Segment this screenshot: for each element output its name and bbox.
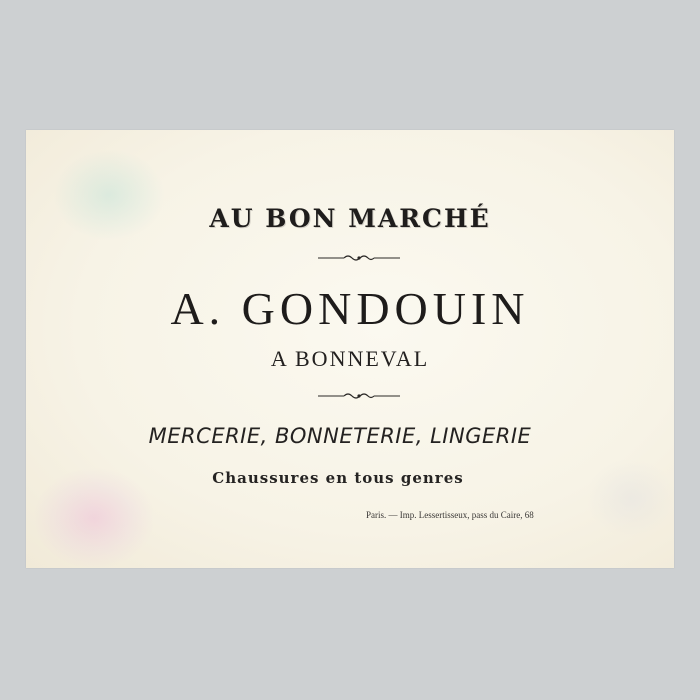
merchant-location: A BONNEVAL <box>270 346 430 371</box>
business-card <box>26 130 674 568</box>
merchant-name: A. GONDOUIN <box>170 283 530 334</box>
specialty-line: Chaussures en tous genres <box>212 469 464 487</box>
scroll-ornament-icon <box>318 253 400 263</box>
shop-header: AU BON MARCHÉ <box>209 204 491 233</box>
trades-line: MERCERIE, BONNETERIE, LINGERIE <box>148 424 532 448</box>
printer-imprint: Paris. — Imp. Lessertisseux, pass du Caire, 68 <box>366 510 534 520</box>
scroll-ornament-icon <box>318 391 400 401</box>
